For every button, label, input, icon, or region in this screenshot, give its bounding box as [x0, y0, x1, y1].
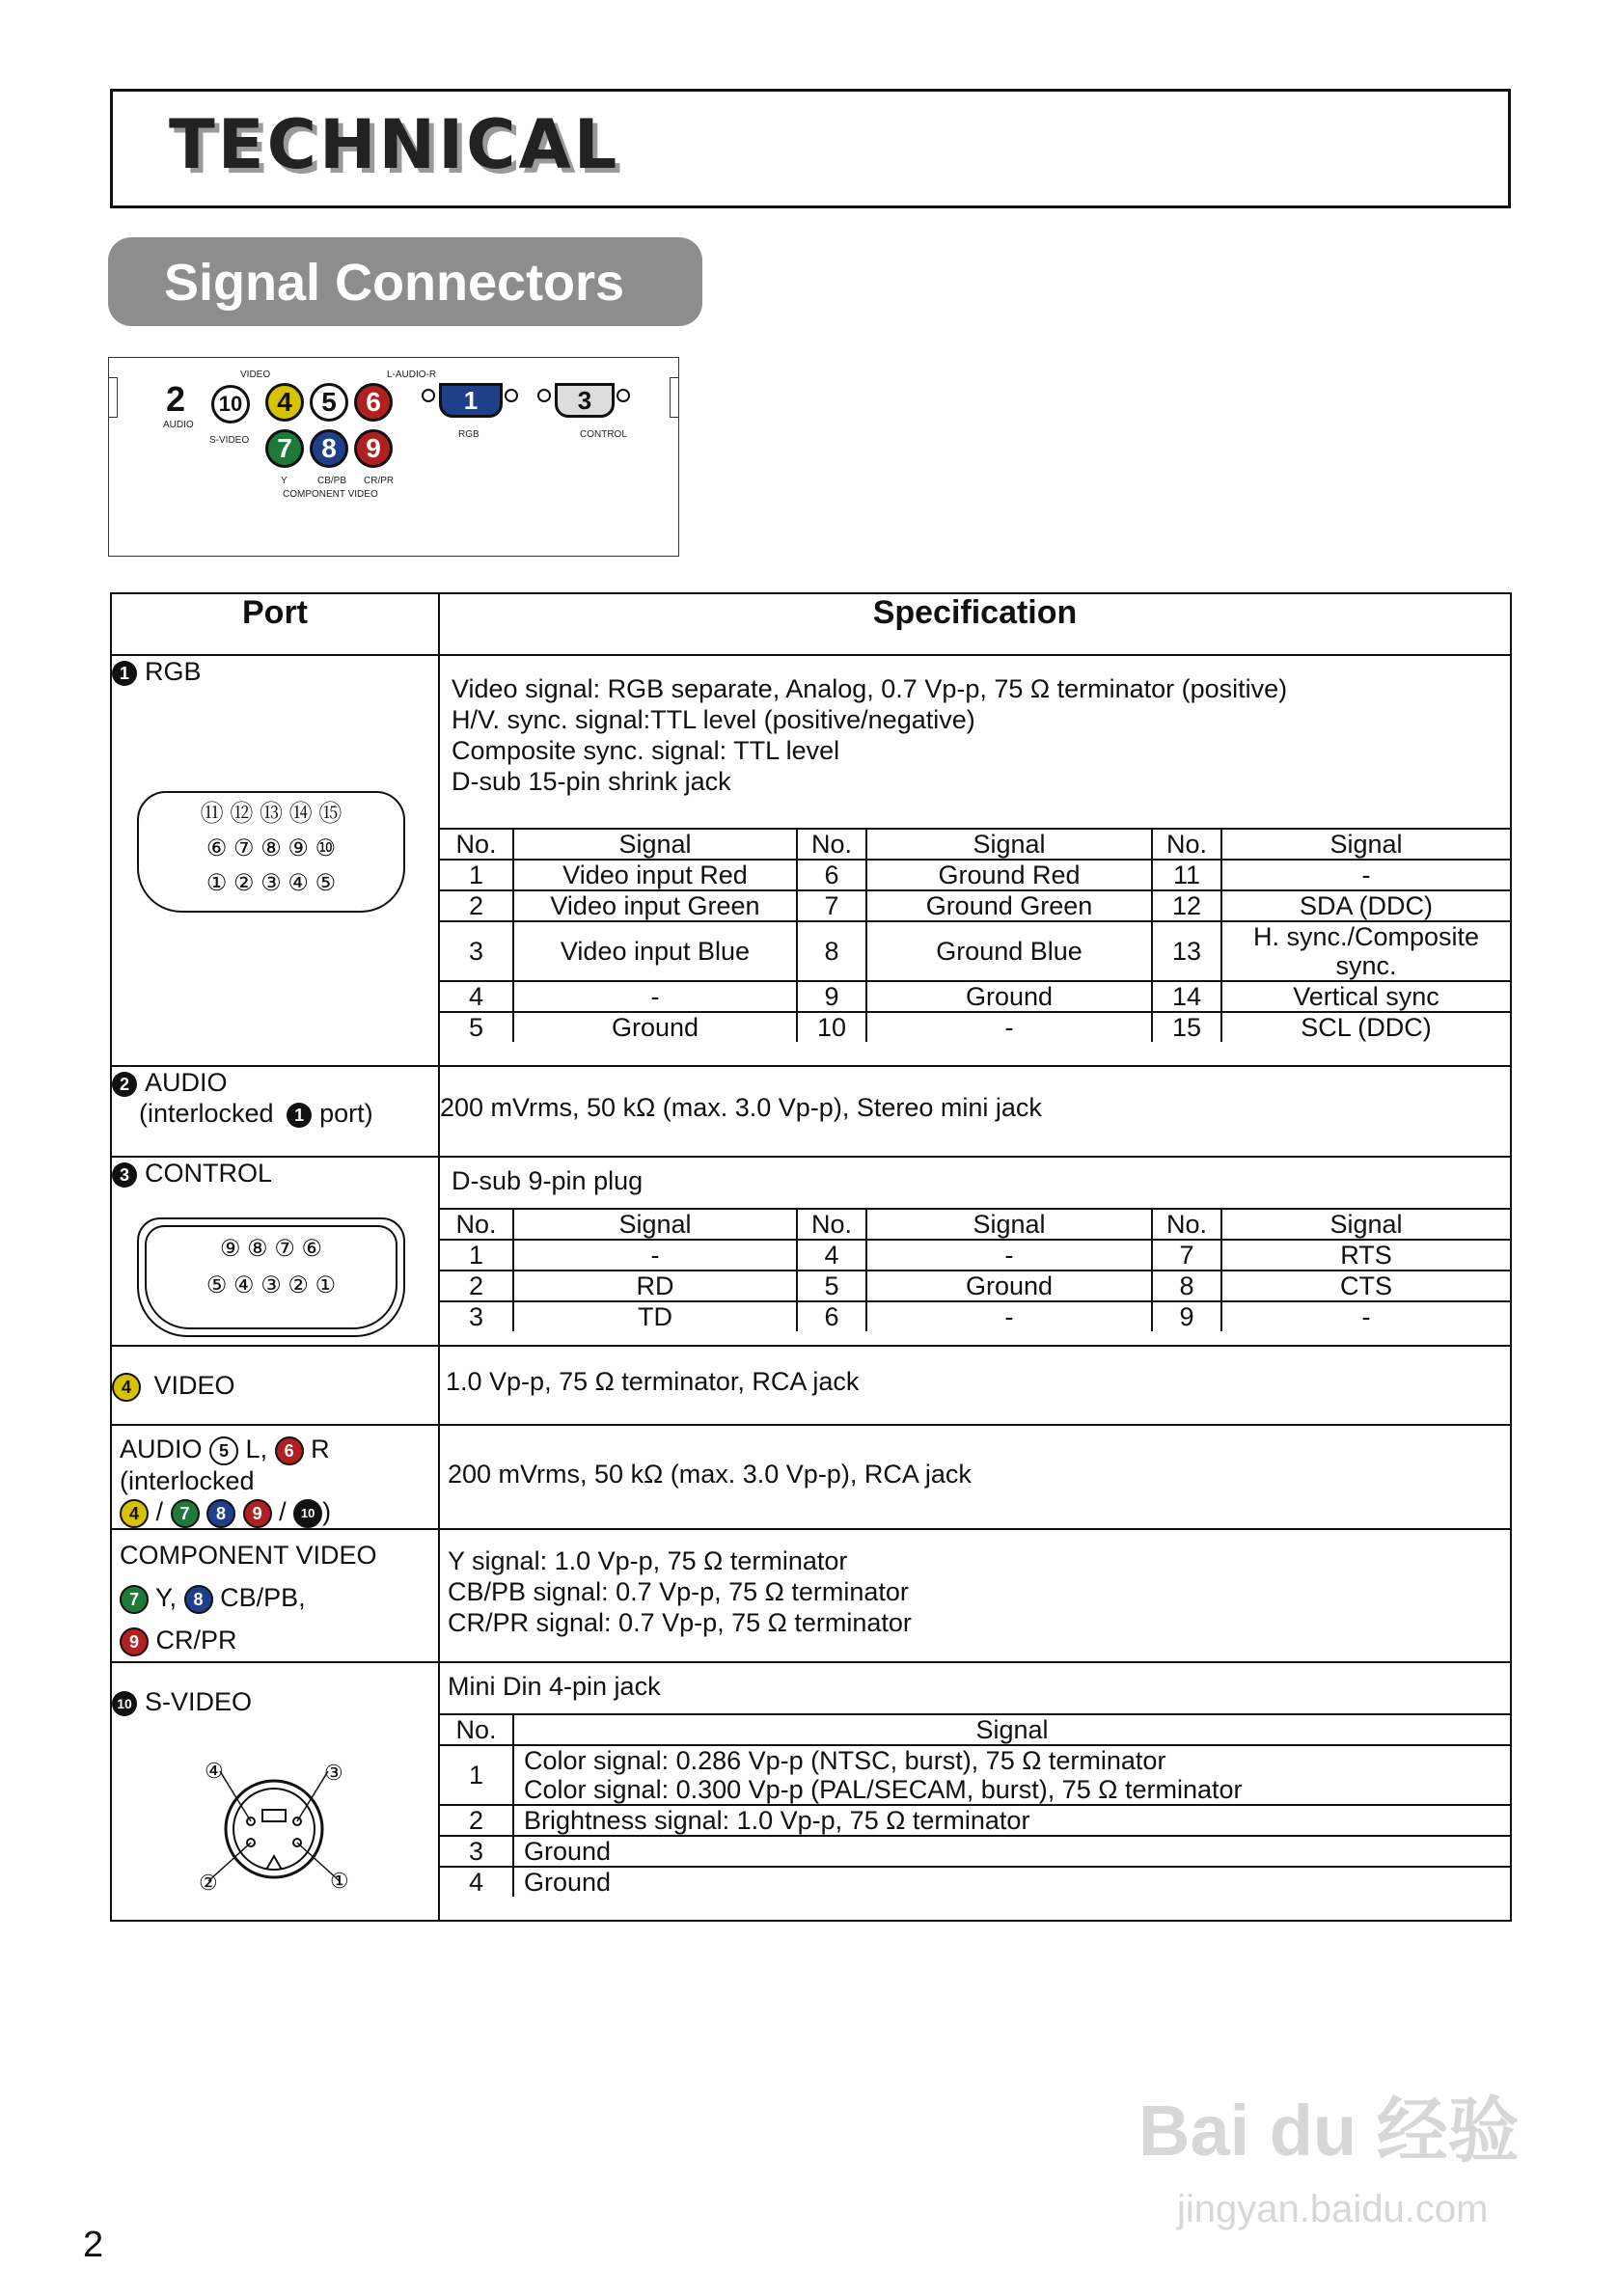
cr-label: CR/PR: [364, 476, 395, 486]
cell: Ground Green: [866, 890, 1152, 921]
jack-audio: 2: [159, 383, 192, 416]
section-title: Signal Connectors: [164, 254, 625, 312]
cell: 3: [440, 921, 513, 981]
port-video: [111, 1346, 439, 1425]
pin-row: ⑪ ⑫ ⑬ ⑭ ⑮: [200, 801, 343, 827]
cell: Ground: [513, 1012, 797, 1042]
col-header: No.: [1152, 1209, 1221, 1240]
table-row: [440, 921, 1510, 981]
cell: 1: [440, 860, 513, 890]
spec-video: 1.0 Vp-p, 75 Ω terminator, RCA jack: [439, 1346, 1511, 1425]
cr-label: CR/PR: [155, 1625, 237, 1654]
port-audio: [111, 1066, 439, 1157]
spec-text: D-sub 9-pin plug: [452, 1166, 644, 1195]
cell: 7: [1152, 1240, 1221, 1271]
panel-bracket-right: [670, 377, 678, 418]
svideo-pin-table: [440, 1713, 1510, 1897]
port-number-badge: 1: [287, 1103, 312, 1128]
cell: 9: [1152, 1301, 1221, 1331]
spec-line: CB/PB signal: 0.7 Vp-p, 75 Ω terminator: [448, 1576, 909, 1606]
spec-line: D-sub 15-pin shrink jack: [452, 767, 731, 796]
pin-row: ① ② ③ ④ ⑤: [206, 870, 337, 896]
port-number-badge: 6: [275, 1436, 304, 1465]
cell: Video input Red: [513, 860, 797, 890]
table-row: [440, 1867, 1510, 1897]
cell: 4: [440, 981, 513, 1012]
col-header: Signal: [513, 1714, 1510, 1745]
cell: Ground: [866, 1271, 1152, 1301]
interlock-note: (interlocked: [139, 1099, 274, 1128]
table-row: [440, 890, 1510, 921]
cell: -: [1221, 860, 1510, 890]
port-number-badge: 1: [112, 661, 137, 686]
jack-svideo: 10: [211, 385, 250, 424]
cell: 3: [440, 1301, 513, 1331]
pin-label: ④: [205, 1758, 224, 1783]
col-header: No.: [440, 1714, 513, 1745]
spec-audio: 200 mVrms, 50 kΩ (max. 3.0 Vp-p), Stereo mini jack: [439, 1066, 1511, 1157]
interlock-note: (interlocked: [120, 1465, 255, 1495]
port-label: S-VIDEO: [145, 1686, 253, 1716]
jack-y: 7: [265, 429, 304, 468]
spec-table: [110, 592, 1512, 1922]
port-number-badge: 4: [112, 1373, 141, 1402]
cell: 4: [797, 1240, 866, 1271]
jack-video: 4: [265, 383, 304, 422]
port-label: COMPONENT VIDEO: [120, 1540, 377, 1570]
page-title: TECHNICAL: [169, 105, 620, 184]
video-top-label: VIDEO: [240, 369, 271, 380]
spec-line: Composite sync. signal: TTL level: [452, 736, 840, 765]
audio-label: AUDIO: [163, 420, 194, 430]
spec-rgb: [439, 655, 1511, 1066]
pin-label: ①: [330, 1868, 349, 1893]
spec-line: Y signal: 1.0 Vp-p, 75 Ω terminator: [448, 1545, 848, 1575]
channel-r: R: [311, 1435, 330, 1463]
col-header: Signal: [1221, 829, 1510, 860]
spec-line: CR/PR signal: 0.7 Vp-p, 75 Ω terminator: [448, 1607, 912, 1637]
port-svideo: [111, 1662, 439, 1921]
cell: -: [866, 1012, 1152, 1042]
cell: 14: [1152, 981, 1221, 1012]
table-row: [440, 981, 1510, 1012]
col-header: No.: [440, 1209, 513, 1240]
table-header-row: [440, 829, 1510, 860]
port-number-badge: 5: [209, 1436, 238, 1465]
watermark-url: jingyan.baidu.com: [1177, 2188, 1489, 2230]
cell: 4: [440, 1867, 513, 1897]
jack-rgb: 1: [439, 383, 503, 418]
jack-audio-r: 6: [354, 383, 393, 422]
cell: SCL (DDC): [1221, 1012, 1510, 1042]
pin-label: ②: [199, 1870, 218, 1895]
spec-text: Mini Din 4-pin jack: [448, 1671, 661, 1701]
spec-text: [440, 656, 1510, 828]
cell: Brightness signal: 1.0 Vp-p, 75 Ω terminator: [513, 1805, 1510, 1836]
cell: Ground Blue: [866, 921, 1152, 981]
table-row: [440, 1745, 1510, 1805]
cell: Ground: [513, 1867, 1510, 1897]
col-header: No.: [797, 1209, 866, 1240]
control-pin-table: [440, 1208, 1510, 1331]
page-number: 2: [83, 2225, 104, 2265]
control-label: CONTROL: [580, 429, 627, 440]
table-row: [440, 1836, 1510, 1867]
vga-pin-diagram: [137, 791, 405, 913]
y-label: Y: [281, 476, 288, 486]
cell: 13: [1152, 921, 1221, 981]
table-row: [440, 1240, 1510, 1271]
port-number-badge: 7: [171, 1499, 200, 1528]
pin-row: ⑥ ⑦ ⑧ ⑨ ⑩: [206, 835, 337, 861]
pin-label: ③: [324, 1760, 343, 1785]
cell: -: [866, 1301, 1152, 1331]
rgb-label: RGB: [458, 429, 480, 440]
port-number-badge: 10: [293, 1499, 322, 1528]
db9-inner: [145, 1225, 397, 1329]
cell: Ground: [866, 981, 1152, 1012]
port-number-badge: 10: [112, 1691, 137, 1716]
port-number-badge: 8: [184, 1585, 213, 1614]
spec-svideo: [439, 1662, 1511, 1921]
cell: 9: [797, 981, 866, 1012]
cell: [513, 1745, 1510, 1805]
port-label: AUDIO: [145, 1068, 228, 1097]
cell: 8: [797, 921, 866, 981]
component-label: COMPONENT VIDEO: [283, 489, 378, 500]
col-header: Signal: [866, 829, 1152, 860]
interlock-note-end: port): [319, 1099, 373, 1128]
cell-line: Color signal: 0.300 Vp-p (PAL/SECAM, burst), 75 Ω terminator: [524, 1774, 1243, 1804]
port-number-badge: 7: [120, 1585, 149, 1614]
spec-line: Video signal: RGB separate, Analog, 0.7 Vp-p, 75 Ω terminator (positive): [452, 674, 1288, 703]
table-header-row: [440, 1209, 1510, 1240]
spec-line: H/V. sync. signal:TTL level (positive/negative): [452, 705, 975, 734]
cell: 10: [797, 1012, 866, 1042]
port-number-badge: 9: [120, 1627, 149, 1656]
cell: 8: [1152, 1271, 1221, 1301]
jack-audio-l: 5: [310, 383, 348, 422]
control-screw-right: [617, 389, 630, 402]
port-label: AUDIO: [120, 1435, 203, 1463]
col-header: Signal: [866, 1209, 1152, 1240]
control-screw-left: [537, 389, 551, 402]
jack-control: 3: [555, 383, 615, 418]
port-label: RGB: [145, 657, 202, 686]
port-number-badge: 2: [112, 1072, 137, 1097]
port-number-badge: 9: [243, 1499, 272, 1528]
panel-bracket-left: [109, 377, 118, 418]
cell: 15: [1152, 1012, 1221, 1042]
col-header: Signal: [513, 1209, 797, 1240]
slash: /: [155, 1496, 164, 1526]
col-header: No.: [440, 829, 513, 860]
spec-header: Specification: [439, 593, 1511, 655]
cell: 3: [440, 1836, 513, 1867]
port-control: [111, 1157, 439, 1346]
rgb-screw-right: [505, 389, 518, 402]
jack-cr: 9: [354, 429, 393, 468]
port-number-badge: 8: [206, 1499, 235, 1528]
watermark: Bai du 经验: [1138, 2091, 1520, 2171]
col-header: No.: [1152, 829, 1221, 860]
port-header: Port: [111, 593, 439, 655]
col-header: Signal: [1221, 1209, 1510, 1240]
cell: -: [1221, 1301, 1510, 1331]
jack-cb: 8: [310, 429, 348, 468]
cell: SDA (DDC): [1221, 890, 1510, 921]
spec-component: [439, 1529, 1511, 1662]
port-label: VIDEO: [153, 1371, 235, 1400]
cell: 5: [797, 1271, 866, 1301]
svideo-label: S-VIDEO: [209, 435, 250, 446]
cell: -: [866, 1240, 1152, 1271]
port-audio-lr: [111, 1425, 439, 1529]
title-box: [110, 89, 1511, 208]
cell: 1: [440, 1240, 513, 1271]
rgb-screw-left: [422, 389, 435, 402]
col-header: No.: [797, 829, 866, 860]
cell: Vertical sync: [1221, 981, 1510, 1012]
cell: -: [513, 981, 797, 1012]
cell: Ground: [513, 1836, 1510, 1867]
cell: CTS: [1221, 1271, 1510, 1301]
cell: H. sync./Composite sync.: [1221, 921, 1510, 981]
cell: Ground Red: [866, 860, 1152, 890]
section-header: [108, 237, 702, 326]
col-header: Signal: [513, 829, 797, 860]
cell: 12: [1152, 890, 1221, 921]
cell: RTS: [1221, 1240, 1510, 1271]
port-number-badge: 3: [112, 1162, 137, 1188]
spec-control: [439, 1157, 1511, 1346]
port-number-badge: 4: [120, 1499, 149, 1528]
cell: Video input Green: [513, 890, 797, 921]
table-header-row: [440, 1714, 1510, 1745]
cell: RD: [513, 1271, 797, 1301]
table-row: [440, 1301, 1510, 1331]
port-component: [111, 1529, 439, 1662]
cell: 11: [1152, 860, 1221, 890]
spec-audio-lr: 200 mVrms, 50 kΩ (max. 3.0 Vp-p), RCA jack: [439, 1425, 1511, 1529]
cell: 7: [797, 890, 866, 921]
audio-top-label: L-AUDIO-R: [387, 369, 437, 380]
port-label: CONTROL: [145, 1159, 273, 1188]
pin-row: ⑨ ⑧ ⑦ ⑥: [219, 1236, 323, 1262]
table-row: [440, 1012, 1510, 1042]
slash: /: [279, 1496, 287, 1526]
pin-row: ⑤ ④ ③ ② ①: [206, 1272, 337, 1298]
table-row: [440, 860, 1510, 890]
cell: -: [513, 1240, 797, 1271]
port-rgb: [111, 655, 439, 1066]
cb-label: CB/PB: [317, 476, 347, 486]
cell: TD: [513, 1301, 797, 1331]
y-label: Y,: [155, 1582, 178, 1612]
cell: 2: [440, 1271, 513, 1301]
cell-line: Color signal: 0.286 Vp-p (NTSC, burst), 75 Ω terminator: [524, 1745, 1166, 1775]
rgb-pin-table: [440, 828, 1510, 1042]
rear-panel-diagram: [108, 357, 679, 557]
cell: 6: [797, 1301, 866, 1331]
table-row: [440, 1271, 1510, 1301]
cb-label: CB/PB,: [220, 1582, 306, 1612]
db9-pin-diagram: [137, 1217, 405, 1337]
channel-l: L,: [245, 1435, 268, 1463]
cell: 5: [440, 1012, 513, 1042]
table-row: [440, 1805, 1510, 1836]
paren-close: ): [322, 1496, 332, 1526]
cell: 6: [797, 860, 866, 890]
cell: 2: [440, 1805, 513, 1836]
cell: Video input Blue: [513, 921, 797, 981]
cell: 1: [440, 1745, 513, 1805]
cell: 2: [440, 890, 513, 921]
